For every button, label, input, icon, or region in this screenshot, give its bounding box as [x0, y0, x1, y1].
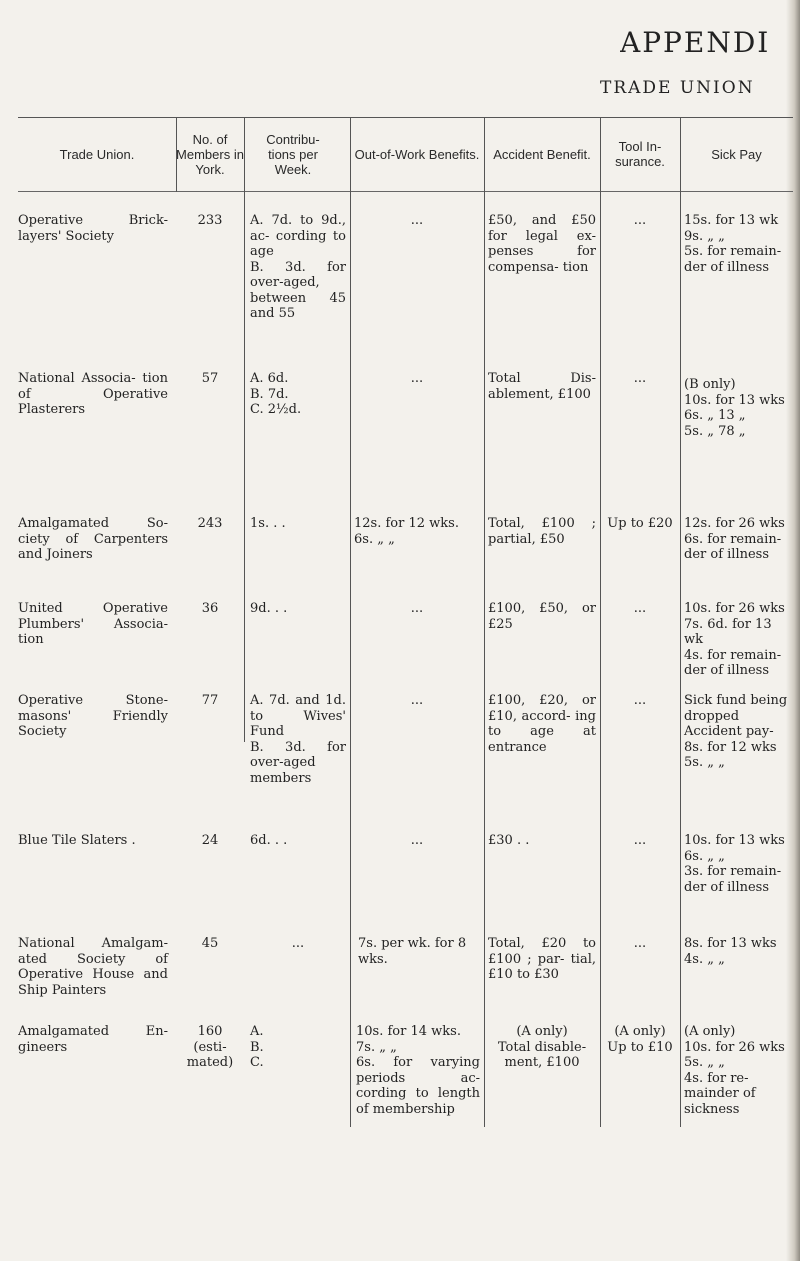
col-header-union: Trade Union. — [59, 146, 135, 162]
cell-out-of-work: ... — [410, 833, 424, 848]
cell-sick-pay: 10s. for 13 wks 6s. „ „ 3s. for remain- der of illness — [684, 833, 785, 895]
cell-tool: ... — [633, 833, 647, 848]
col-header-contributions: Contribu- tions per Week. — [266, 131, 320, 177]
cell-accident: £30 . . — [488, 833, 530, 848]
column-divider — [600, 117, 601, 1127]
cell-union: Operative Stone- masons' Friendly Society — [18, 693, 168, 739]
cell-tool: (A only) Up to £10 — [607, 1024, 673, 1055]
cell-contributions: A. 6d. B. 7d. C. 2½d. — [250, 371, 302, 417]
cell-out-of-work: 12s. for 12 wks. 6s. „ „ — [354, 516, 459, 547]
cell-out-of-work: ... — [410, 601, 424, 616]
cell-union: Operative Brick- layers' Society — [18, 213, 168, 244]
col-header-out-of-work: Out-of-Work Benefits. — [354, 146, 480, 162]
cell-union: Amalgamated En- gineers — [18, 1024, 168, 1055]
cell-out-of-work: 7s. per wk. for 8 wks. — [358, 936, 467, 967]
cell-accident: £100, £50, or £25 — [488, 601, 596, 632]
cell-out-of-work: ... — [410, 213, 424, 228]
trade-union-heading: TRADE UNION — [600, 78, 755, 98]
col-header-tool: Tool In- surance. — [615, 139, 665, 169]
cell-union: Amalgamated So- ciety of Carpenters and Joiners — [18, 516, 168, 562]
cell-contributions: 9d. . . — [250, 601, 288, 616]
cell-sick-pay: 8s. for 13 wks 4s. „ „ — [684, 936, 777, 967]
cell-sick-pay: 12s. for 26 wks 6s. for remain- der of illness — [684, 516, 785, 562]
cell-contributions: A. 7d. and 1d. to Wives' Fund B. 3d. for over-aged members — [250, 693, 346, 786]
cell-union: Blue Tile Slaters . — [18, 833, 136, 848]
cell-members: 36 — [201, 601, 219, 616]
cell-accident: £100, £20, or £10, accord- ing to age at entrance — [488, 693, 596, 755]
cell-tool: ... — [633, 371, 647, 386]
trade-union-table — [18, 117, 793, 1137]
cell-sick-pay: (B only) 10s. for 13 wks 6s. „ 13 „ 5s. „ 78 „ — [684, 377, 785, 439]
cell-accident: Total Dis- ablement, £100 — [488, 371, 596, 402]
col-header-accident: Accident Benefit. — [493, 146, 591, 162]
appendix-heading: APPENDI — [620, 26, 771, 59]
col-header-sick-pay: Sick Pay — [711, 146, 762, 162]
cell-accident: Total, £100 ; partial, £50 — [488, 516, 596, 547]
cell-accident: Total, £20 to £100 ; par- tial, £10 to £30 — [488, 936, 596, 982]
cell-sick-pay: 10s. for 26 wks 7s. 6d. for 13 wk 4s. for remain- der of illness — [684, 601, 785, 678]
header-rule — [18, 191, 793, 192]
cell-out-of-work: ... — [410, 693, 424, 708]
column-divider — [680, 117, 681, 1127]
column-divider — [244, 117, 245, 742]
cell-contributions: ... — [291, 936, 305, 951]
table-top-rule — [18, 117, 793, 118]
cell-tool: Up to £20 — [607, 516, 673, 531]
cell-tool: ... — [633, 601, 647, 616]
cell-members: 57 — [201, 371, 219, 386]
cell-tool: ... — [633, 936, 647, 951]
cell-accident: (A only) Total disable- ment, £100 — [497, 1024, 587, 1070]
cell-tool: ... — [633, 693, 647, 708]
cell-members: 233 — [197, 213, 223, 228]
cell-members: 45 — [201, 936, 219, 951]
cell-contributions: A. B. C. — [250, 1024, 264, 1070]
cell-members: 77 — [201, 693, 219, 708]
cell-accident: £50, and £50 for legal ex- penses for compensa- tion — [488, 213, 596, 275]
cell-union: United Operative Plumbers' Associa- tion — [18, 601, 168, 647]
cell-out-of-work: 10s. for 14 wks. 7s. „ „ 6s. for varying periods ac- cording to length of membership — [356, 1024, 480, 1117]
column-divider — [484, 117, 485, 1127]
cell-sick-pay: (A only) 10s. for 26 wks 5s. „ „ 4s. for re- mainder of sickness — [684, 1024, 785, 1117]
cell-contributions: A. 7d. to 9d., ac- cording to age B. 3d. for over-aged, between 45 and 55 — [250, 213, 346, 321]
cell-members: 160 (esti- mated) — [186, 1024, 234, 1070]
cell-members: 24 — [201, 833, 219, 848]
cell-contributions: 6d. . . — [250, 833, 288, 848]
col-header-members: No. of Members in York. — [176, 131, 244, 177]
cell-union: National Associa- tion of Operative Plasterers — [18, 371, 168, 417]
cell-contributions: 1s. . . — [250, 516, 286, 531]
cell-sick-pay: Sick fund being dropped Accident pay- 8s. for 12 wks 5s. „ „ — [684, 693, 788, 770]
cell-union: National Amalgam- ated Society of Operative House and Ship Painters — [18, 936, 168, 998]
cell-tool: ... — [633, 213, 647, 228]
cell-out-of-work: ... — [410, 371, 424, 386]
cell-members: 243 — [197, 516, 223, 531]
cell-sick-pay: 15s. for 13 wk 9s. „ „ 5s. for remain- der of illness — [684, 213, 782, 275]
column-divider — [350, 117, 351, 1127]
